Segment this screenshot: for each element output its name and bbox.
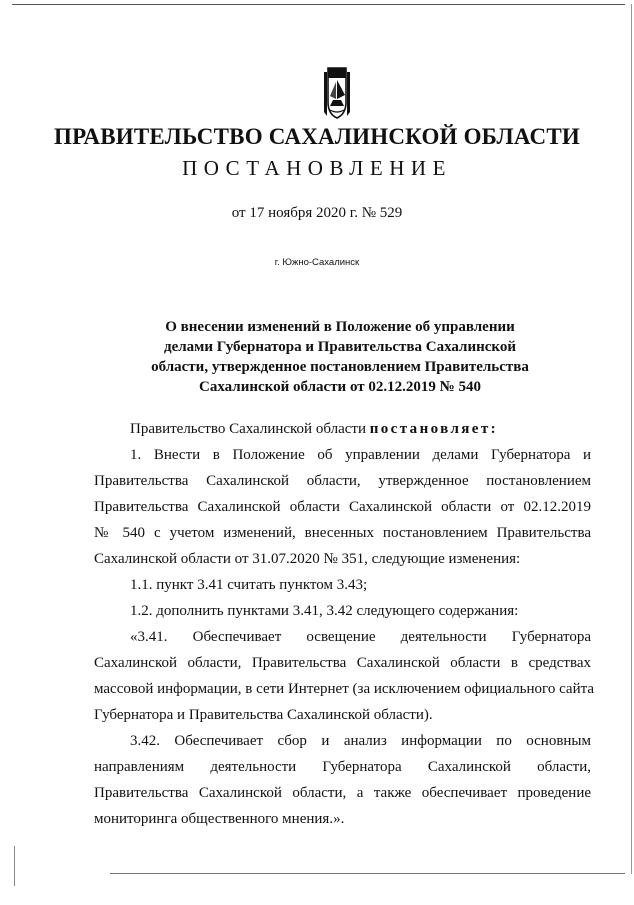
clause-3-42-line: направлениям деятельности Губернатора Сахалинской области, [94,759,591,775]
subject-line: Сахалинской области от 02.12.2019 № 540 [199,379,481,395]
subject-line: области, утвержденное постановлением Правительства [151,359,529,375]
clause-3-41-line: Сахалинской области, Правительства Сахалинской области в средствах [94,655,591,671]
clause-3-41-line: Губернатора и Правительства Сахалинской области). [94,707,433,723]
subitem-1-2: 1.2. дополнить пунктами 3.41, 3.42 следующего содержания: [130,603,519,619]
document-city: г. Южно-Сахалинск [274,257,360,268]
item-1-line: № 540 с учетом изменений, внесенных постановлением Правительства [94,525,591,541]
clause-3-41-line: «3.41. Обеспечивает освещение деятельности Губернатора [130,629,591,645]
clause-3-42-line: Правительства Сахалинской области, а также обеспечивает проведение [94,785,591,801]
government-title: ПРАВИТЕЛЬСТВО САХАЛИНСКОЙ ОБЛАСТИ [54,124,580,149]
item-1-line: 1. Внести в Положение об управлении делами Губернатора и [130,447,591,463]
clause-3-42-line: 3.42. Обеспечивает сбор и анализ информации по основным [130,733,591,749]
subitem-1-1: 1.1. пункт 3.41 считать пунктом 3.43; [130,577,368,593]
coat-of-arms-icon [320,62,354,120]
scan-margin-mark [14,846,15,886]
document-type: ПОСТАНОВЛЕНИЕ [182,156,452,180]
clause-3-42-line: мониторинга общественного мнения.». [94,811,345,827]
preamble [130,421,591,438]
preamble-verb: постановляет: [369,421,499,437]
item-1-line: Правительства Сахалинской области, утвержденное постановлением [94,473,591,489]
preamble-lead: Правительство Сахалинской области [130,421,370,437]
clause-3-41-line: массовой информации, в сети Интернет (за исключением официального сайта [94,681,594,697]
top-border-line [12,4,625,5]
subject-line: О внесении изменений в Положение об управлении [165,319,515,335]
document-subject [110,317,570,397]
document-date-number: от 17 ноября 2020 г. № 529 [231,205,403,221]
item-1-line: Правительства Сахалинской области Сахалинской области от 02.12.2019 [94,499,591,515]
bottom-border-line [110,873,625,874]
item-1-line: Сахалинской области от 31.07.2020 № 351, следующие изменения: [94,551,521,567]
subject-line: делами Губернатора и Правительства Сахалинской [164,339,516,355]
